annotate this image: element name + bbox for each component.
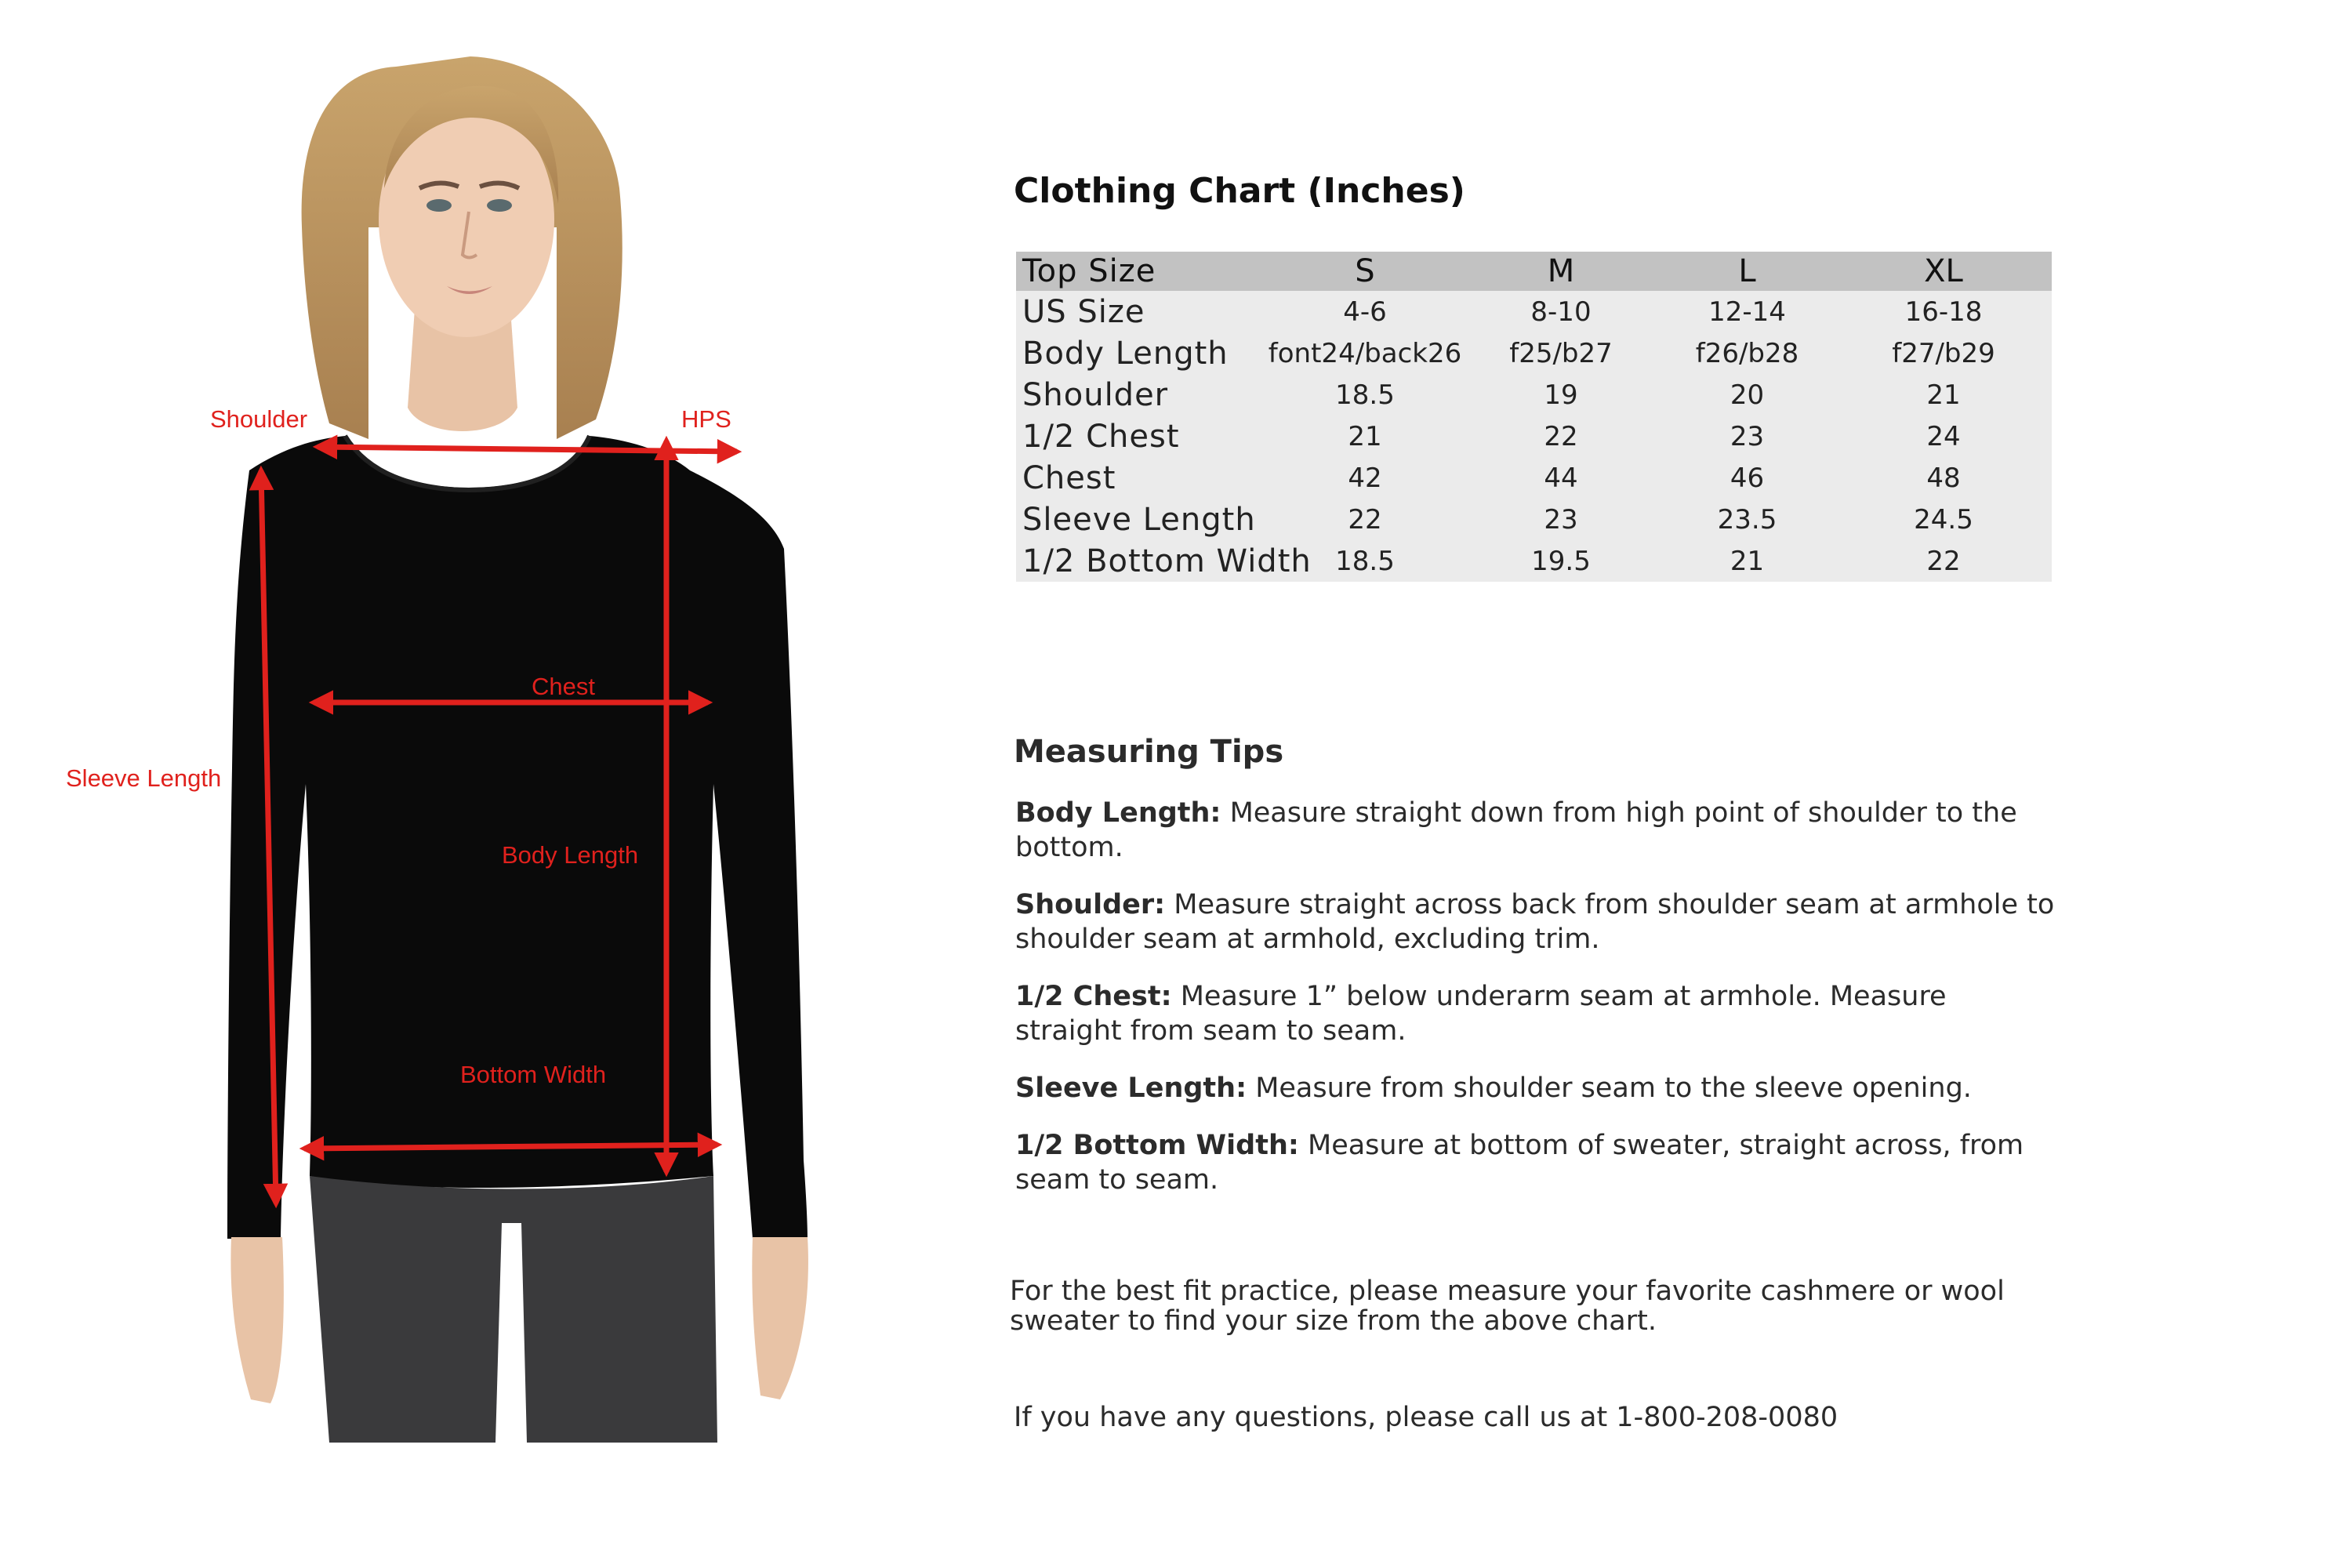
tip-sleeve-length: [1015, 1071, 2058, 1105]
table-cell: 18.5: [1335, 379, 1395, 411]
chest-label: Chest: [532, 673, 595, 700]
fit-note: For the best fit practice, please measure your favorite cashmere or wool sweater to find your size from the above chart.: [1010, 1276, 2005, 1337]
table-cell: 16-18: [1904, 296, 1983, 328]
bottom-width-label: Bottom Width: [460, 1061, 607, 1088]
tip-shoulder: [1015, 887, 2058, 956]
table-cell: 21: [1730, 545, 1765, 577]
tip-text: Measure straight down from high point of shoulder to the bottom.: [1015, 797, 2017, 863]
header-cell: Top Size: [1022, 253, 1156, 289]
table-header-row: [1016, 252, 2052, 291]
row-label: Shoulder: [1022, 376, 1169, 413]
table-row: [1016, 332, 2052, 374]
table-cell: 19.5: [1531, 545, 1591, 577]
table-cell: 44: [1544, 462, 1578, 494]
table-cell: 24: [1926, 420, 1961, 452]
tip-term: 1/2 Chest:: [1015, 981, 1172, 1012]
table-cell: 19: [1544, 379, 1578, 411]
table-cell: 23.5: [1717, 503, 1777, 535]
header-cell: XL: [1924, 253, 1963, 289]
table-row: [1016, 457, 2052, 499]
table-row: [1016, 499, 2052, 540]
row-label: Chest: [1022, 459, 1116, 496]
bottom-width-arrow: [304, 1145, 717, 1149]
table-cell: f26/b28: [1695, 337, 1799, 369]
table-cell: 23: [1544, 503, 1578, 535]
header-cell: L: [1738, 253, 1756, 289]
tip-term: 1/2 Bottom Width:: [1015, 1130, 1299, 1161]
row-label: US Size: [1022, 293, 1145, 330]
tip-text: Measure 1” below underarm seam at armhole. Measure straight from seam to seam.: [1015, 981, 1947, 1047]
sweater: [227, 436, 808, 1239]
table-cell: 24.5: [1914, 503, 1973, 535]
tip-term: Sleeve Length:: [1015, 1073, 1247, 1104]
table-cell: 20: [1730, 379, 1765, 411]
measurement-figure: [0, 0, 902, 1568]
table-cell: 46: [1730, 462, 1765, 494]
row-label: Sleeve Length: [1022, 501, 1256, 538]
table-cell: 22: [1348, 503, 1382, 535]
table-cell: 4-6: [1343, 296, 1387, 328]
table-row: [1016, 291, 2052, 332]
tips-list: [1015, 796, 2058, 1220]
body-length-label: Body Length: [502, 841, 639, 869]
shoulder-label: Shoulder: [210, 405, 308, 433]
left-eye: [426, 199, 452, 212]
table-cell: f25/b27: [1509, 337, 1613, 369]
size-table: [1016, 252, 2052, 582]
tip-text: Measure from shoulder seam to the sleeve opening.: [1247, 1073, 1972, 1104]
header-cell: M: [1547, 253, 1575, 289]
tip-term: Shoulder:: [1015, 889, 1166, 920]
table-row: [1016, 416, 2052, 457]
table-cell: 8-10: [1530, 296, 1592, 328]
table-cell: 12-14: [1708, 296, 1786, 328]
left-hand: [230, 1237, 283, 1403]
table-cell: f27/b29: [1892, 337, 1995, 369]
hps-label: HPS: [681, 405, 731, 433]
right-hand: [752, 1237, 808, 1399]
row-label: 1/2 Chest: [1022, 418, 1180, 455]
tip-term: Body Length:: [1015, 797, 1221, 829]
table-cell: 22: [1926, 545, 1961, 577]
table-row: [1016, 374, 2052, 416]
tip-half-chest: [1015, 979, 2058, 1048]
table-cell: 42: [1348, 462, 1382, 494]
table-cell: 18.5: [1335, 545, 1395, 577]
shoulder-arrow: [318, 447, 737, 452]
right-eye: [487, 199, 512, 212]
sleeve-length-label: Sleeve Length: [66, 764, 222, 792]
header-cell: S: [1355, 253, 1375, 289]
contact-note: If you have any questions, please call us at 1-800-208-0080: [1014, 1402, 1838, 1433]
table-row: [1016, 540, 2052, 582]
table-cell: 23: [1730, 420, 1765, 452]
table-cell: font24/back26: [1268, 337, 1462, 369]
table-cell: 22: [1544, 420, 1578, 452]
row-label: 1/2 Bottom Width: [1022, 543, 1312, 579]
tip-half-bottom-width: [1015, 1128, 2058, 1197]
table-cell: 21: [1348, 420, 1382, 452]
chart-title: Clothing Chart (Inches): [1014, 171, 1465, 211]
table-cell: 48: [1926, 462, 1961, 494]
table-cell: 21: [1926, 379, 1961, 411]
tip-text: Measure at bottom of sweater, straight across, from seam to seam.: [1015, 1130, 2024, 1196]
row-label: Body Length: [1022, 335, 1229, 372]
tip-body-length: [1015, 796, 2058, 865]
tips-heading: Measuring Tips: [1014, 734, 1284, 770]
tip-text: Measure straight across back from shoulder seam at armhole to shoulder seam at armhold, excluding trim.: [1015, 889, 2055, 955]
